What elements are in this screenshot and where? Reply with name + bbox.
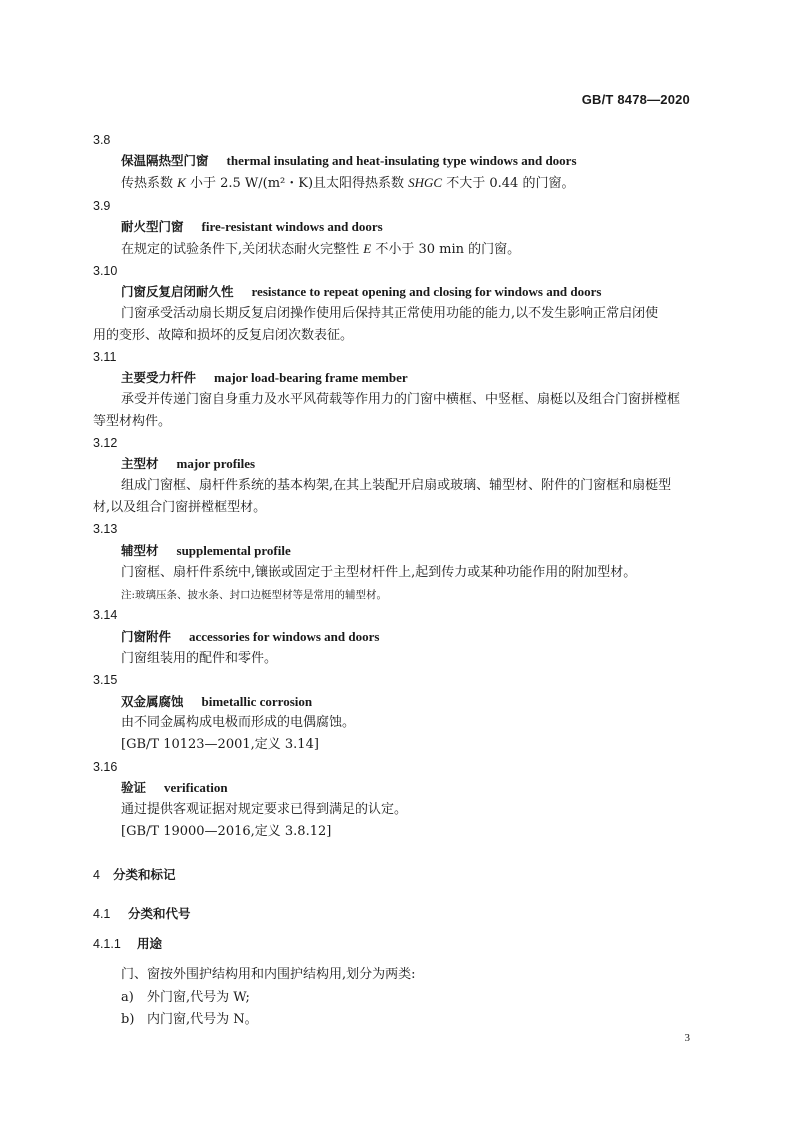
list-marker: b) [121, 1012, 135, 1027]
term-title [121, 693, 312, 711]
section-heading [93, 866, 176, 884]
term-definition: 门窗框、扇杆件系统中,镶嵌或固定于主型材杆件上,起到传力或某种功能作用的附加型材。 [121, 565, 637, 580]
term-title [121, 455, 255, 473]
term-title [121, 152, 577, 170]
term-number: 3.11 [93, 350, 117, 364]
section-number: 4 [93, 868, 100, 882]
term-number: 3.16 [93, 760, 118, 774]
term-title [121, 628, 379, 646]
term-zh: 验证 [121, 780, 147, 795]
term-number: 3.10 [93, 264, 118, 278]
def-variable: K [177, 175, 186, 190]
term-definition-continued: 等型材构件。 [93, 414, 172, 429]
term-source: [GB/T 19000—2016,定义 3.8.12] [121, 824, 332, 839]
term-zh: 主型材 [121, 456, 159, 471]
term-number: 3.12 [93, 436, 118, 450]
list-text: 外门窗,代号为 W; [147, 990, 250, 1005]
term-definition: 通过提供客观证据对规定要求已得到满足的认定。 [121, 802, 408, 817]
list-marker: a) [121, 990, 134, 1005]
term-zh: 耐火型门窗 [121, 219, 184, 234]
term-zh: 辅型材 [121, 543, 159, 558]
subsubsection-heading [93, 935, 162, 953]
def-text: 不小于 30 min 的门窗。 [371, 242, 521, 257]
list-item [121, 989, 250, 1007]
term-number: 3.14 [93, 608, 118, 622]
section-number: 4.1.1 [93, 937, 121, 951]
def-text: 小于 2.5 W/(m²・K)且太阳得热系数 [185, 176, 409, 191]
section-title: 分类和标记 [113, 867, 176, 882]
term-en: verification [164, 780, 228, 795]
term-definition-continued: 材,以及组合门窗拼樘框型材。 [93, 500, 267, 515]
term-zh: 保温隔热型门窗 [121, 153, 209, 168]
term-definition: 由不同金属构成电极而形成的电偶腐蚀。 [121, 715, 356, 730]
section-title: 用途 [137, 936, 163, 951]
term-title [121, 283, 601, 301]
term-en: accessories for windows and doors [189, 629, 380, 644]
term-definition: 门窗承受活动扇长期反复启闭操作使用后保持其正常使用功能的能力,以不发生影响正常启闭使 [121, 306, 659, 321]
def-variable: E [363, 241, 372, 256]
term-definition: 门窗组装用的配件和零件。 [121, 651, 278, 666]
term-definition: 承受并传递门窗自身重力及水平风荷载等作用力的门窗中横框、中竖框、扇梃以及组合门窗拼樘框 [121, 392, 681, 407]
term-en: supplemental profile [176, 543, 291, 558]
def-text: 传热系数 [121, 176, 178, 191]
term-zh: 门窗附件 [121, 629, 172, 644]
term-definition [121, 174, 574, 193]
term-number: 3.13 [93, 522, 118, 536]
term-zh: 主要受力杆件 [121, 370, 197, 385]
page-number: 3 [684, 1032, 690, 1044]
usage-intro: 门、窗按外围护结构用和内围护结构用,划分为两类: [121, 967, 416, 982]
term-definition [121, 240, 520, 259]
term-title [121, 369, 408, 387]
term-title [121, 542, 291, 560]
term-note: 注:玻璃压条、披水条、封口边梃型材等是常用的辅型材。 [121, 589, 388, 601]
term-en: fire-resistant windows and doors [201, 219, 383, 234]
term-en: major profiles [176, 456, 256, 471]
term-title [121, 779, 228, 797]
term-en: bimetallic corrosion [201, 694, 313, 709]
term-number: 3.9 [93, 199, 111, 213]
def-text: 在规定的试验条件下,关闭状态耐火完整性 [121, 242, 364, 257]
term-zh: 门窗反复启闭耐久性 [121, 284, 234, 299]
term-number: 3.8 [93, 133, 111, 147]
term-number: 3.15 [93, 673, 118, 687]
section-title: 分类和代号 [128, 906, 191, 921]
term-en: thermal insulating and heat-insulating type windows and doors [226, 153, 577, 168]
term-en: major load-bearing frame member [214, 370, 408, 385]
list-text: 内门窗,代号为 N。 [147, 1012, 258, 1027]
subsection-heading [93, 905, 191, 923]
term-definition: 组成门窗框、扇杆件系统的基本构架,在其上装配开启扇或玻璃、辅型材、附件的门窗框和扇梃型 [121, 478, 672, 493]
def-text: 不大于 0.44 的门窗。 [442, 176, 575, 191]
def-variable: SHGC [408, 175, 443, 190]
term-zh: 双金属腐蚀 [121, 694, 184, 709]
term-title [121, 218, 383, 236]
term-definition-continued: 用的变形、故障和损坏的反复启闭次数表征。 [93, 328, 354, 343]
standard-code-header: GB/T 8478—2020 [581, 92, 690, 107]
term-en: resistance to repeat opening and closing for windows and doors [251, 284, 602, 299]
section-number: 4.1 [93, 907, 111, 921]
list-item [121, 1011, 258, 1029]
term-source: [GB/T 10123—2001,定义 3.14] [121, 737, 319, 752]
